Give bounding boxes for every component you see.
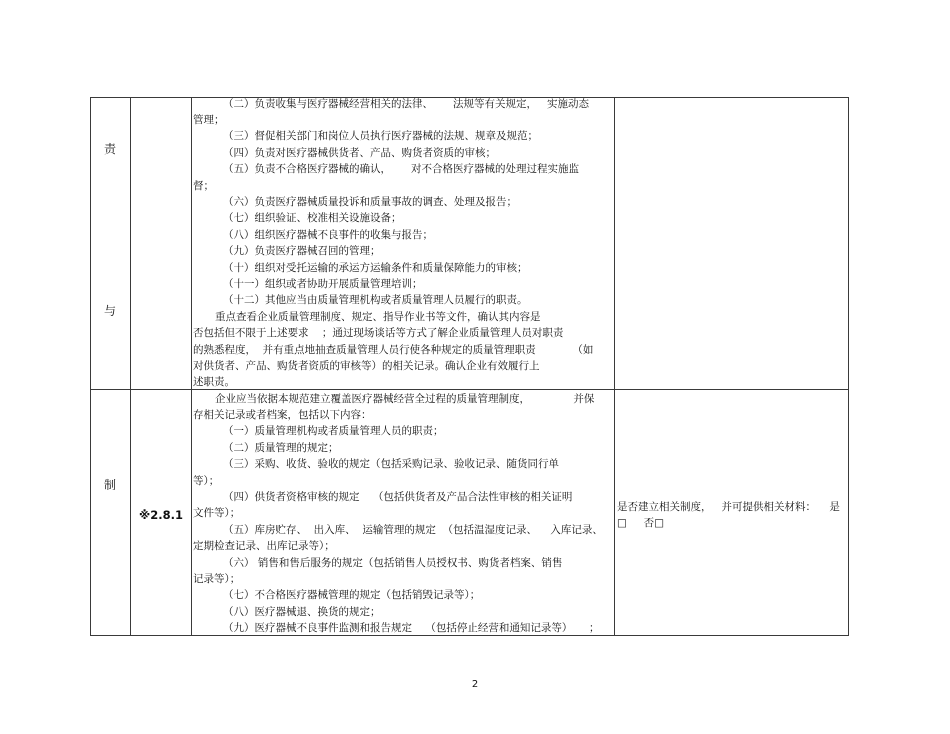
text-line: （八）组织医疗器械不良事件的收集与报告； [223, 229, 433, 241]
text-line: （十一）组织或者协助开展质量管理培训； [223, 278, 423, 290]
clause-code: ※2.8.1 [139, 508, 183, 522]
text-line: （九）负责医疗器械召回的管理； [223, 245, 381, 257]
table-right-border [848, 97, 849, 636]
text-line: 定期检查记录、出库记录等）； [193, 540, 335, 552]
text-line: （四）供货者资格审核的规定 （包括供货者及产品合法性审核的相关证明 [223, 491, 573, 503]
text-line: 企业应当依据本规范建立覆盖医疗器械经营全过程的质量管理制度， 并保 [215, 393, 595, 405]
text-line: 对供货者、产品、购货者资质的审核等）的相关记录。确认企业有效履行上 [193, 360, 540, 372]
text-line: （三）督促相关部门和岗位人员执行医疗器械的法规、规章及规范； [223, 130, 538, 142]
result-line: 是否建立相关制度， 并可提供相关材料： 是 [617, 501, 840, 513]
result-line: □ 否□ [617, 517, 665, 529]
text-line: 的熟悉程度， 并有重点地抽查质量管理人员行使各种规定的质量管理职责 （如 [193, 344, 594, 356]
text-line: 述职责。 [193, 376, 235, 388]
text-line: 文件等）； [193, 507, 241, 519]
text-line: 管理； [193, 114, 225, 126]
text-line: （五）负责不合格医疗器械的确认， 对不合格医疗器械的处理过程实施监 [223, 163, 580, 175]
text-line: （十）组织对受托运输的承运方运输条件和质量保障能力的审核； [223, 262, 528, 274]
text-line: （八）医疗器械退、换货的规定； [223, 606, 381, 618]
text-line: 记录等）； [193, 573, 241, 585]
text-line: （六） 销售和售后服务的规定（包括销售人员授权书、购货者档案、销售 [223, 557, 563, 569]
text-line: 等）； [193, 475, 220, 487]
text-line: 重点查看企业质量管理制度、规定、指导作业书等文件，确认其内容是 [215, 311, 541, 323]
text-line: （七）组织验证、校准相关设施设备； [223, 212, 402, 224]
side-label-char: 制 [103, 478, 116, 492]
column-divider [191, 97, 192, 636]
column-divider [130, 97, 131, 636]
table-left-border [90, 97, 91, 636]
text-line: （二）负责收集与医疗器械经营相关的法律、 法规等有关规定， 实施动态 [223, 98, 590, 110]
text-line: （六）负责医疗器械质量投诉和质量事故的调查、处理及报告； [223, 196, 517, 208]
text-line: （一）质量管理机构或者质量管理人员的职责； [223, 425, 444, 437]
text-line: （五）库房贮存、 出入库、 运输管理的规定 （包括温湿度记录、 入库记录、 [223, 524, 603, 536]
text-line: （三）采购、收货、验收的规定（包括采购记录、验收记录、随货同行单 [223, 458, 559, 470]
side-label-char: 责 [103, 142, 116, 156]
text-line: 督； [193, 180, 214, 192]
text-line: （十二）其他应当由质量管理机构或者质量管理人员履行的职责。 [223, 294, 528, 306]
text-line: （九）医疗器械不良事件监测和报告规定 （包括停止经营和通知记录等） ； [223, 622, 600, 634]
text-line: （七）不合格医疗器械管理的规定（包括销毁记录等）； [223, 589, 481, 601]
column-divider [614, 97, 615, 636]
page-number: 2 [471, 679, 479, 690]
text-line: （二）质量管理的规定； [223, 442, 339, 454]
text-line: 存相关记录或者档案，包括以下内容： [193, 409, 372, 421]
text-line: （四）负责对医疗器械供货者、产品、购货者资质的审核； [223, 147, 496, 159]
text-line: 否包括但不限于上述要求 ；通过现场谈话等方式了解企业质量管理人员对职责 [193, 327, 564, 339]
side-label-char: 与 [103, 304, 116, 318]
